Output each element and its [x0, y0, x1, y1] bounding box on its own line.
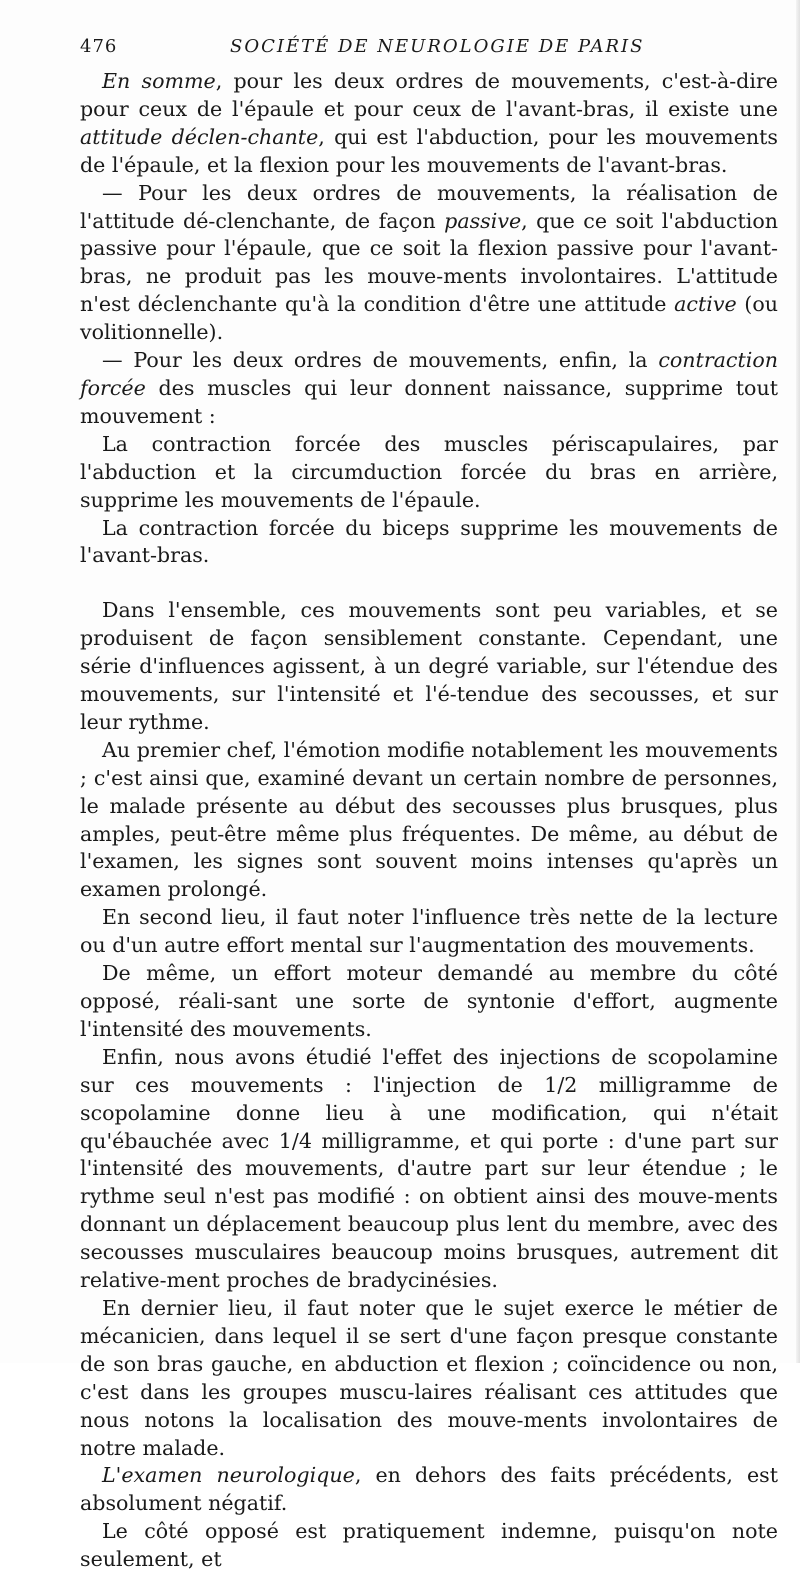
paragraph-p9 [80, 960, 778, 1044]
paragraph-p2 [80, 180, 778, 347]
text-run: En second lieu, il faut noter l'influence très nette de la lecture ou d'un autre effort mental sur l'augmentation des mouvements. [80, 905, 778, 958]
text-run: — Pour les deux ordres de mouvements, la réalisation de l'attitude dé-clenchante, de façon [80, 180, 778, 233]
paragraph-p5 [80, 515, 778, 571]
text-run: Le côté opposé est pratiquement indemne, puisqu'on note seulement, et [80, 1519, 778, 1572]
text-run: La contraction forcée des muscles périscapulaires, par l'abduction et la circumduction forcée du bras en arrière, supprime les mouvements de l'épaule. [80, 431, 778, 512]
paragraph-p4 [80, 431, 778, 515]
body-text [80, 68, 778, 1574]
italic-phrase: passive [444, 208, 522, 233]
text-run: — Pour les deux ordres de mouvements, enfin, la [102, 348, 659, 373]
italic-phrase: attitude déclen-chante [80, 124, 319, 149]
paragraph-p6 [80, 597, 778, 737]
text-run: (ou volitionnelle). [80, 292, 779, 345]
text-run: Dans l'ensemble, ces mouvements sont peu variables, et se produisent de façon sensiblement constante. Cependant, une série d'influences agissent, à un degré variable, sur l'étendue des mouvements, sur l'intensité et l'é-tendue des secousses, et sur leur rythme. [80, 598, 778, 734]
text-run: , pour les deux ordres de mouvements, c'est-à-dire pour ceux de l'épaule et pour ceux de l'avant-bras, il existe une [80, 69, 778, 121]
italic-phrase: contraction forcée [80, 348, 778, 400]
paragraph-p3 [80, 347, 778, 431]
italic-phrase: L'examen neurologique [102, 1463, 355, 1488]
page-number: 476 [80, 36, 118, 57]
text-run: En dernier lieu, il faut noter que le sujet exerce le métier de mécanicien, dans lequel il se sert d'une façon presque constante de son bras gauche, en abduction et flexion ; coïncidence ou non, c'est dans les groupes muscu-laires réalisant ces attitudes que nous notons la localisation des mouve-ments involontaires de notre malade. [80, 1295, 778, 1460]
paragraph-p7 [80, 737, 778, 904]
paragraph-p13 [80, 1518, 778, 1574]
text-run: De même, un effort moteur demandé au membre du côté opposé, réali-sant une sorte de syntonie d'effort, augmente l'intensité des mouvements. [80, 961, 778, 1041]
paragraph-p8 [80, 904, 778, 960]
text-run: Enfin, nous avons étudié l'effet des injections de scopolamine sur ces mouvements : l'injection de 1/2 milligramme de scopolamine donne lieu à une modification, qui n'était qu'ébauchée avec 1/4 milligramme, et qui porte : d'une part sur l'intensité des mouvements, d'autre part sur leur étendue ; le rythme seul n'est pas modifié : on obtient ainsi des mouve-ments donnant un déplacement beaucoup plus lent du membre, avec des secousses musculaires beaucoup moins brusques, autrement dit relative-ment proches de bradycinésies. [80, 1044, 778, 1293]
text-run: La contraction forcée du biceps supprime les mouvements de l'avant-bras. [80, 515, 778, 568]
italic-phrase: En somme [102, 69, 216, 93]
running-title: SOCIÉTÉ DE NEUROLOGIE DE PARIS [230, 36, 645, 57]
paragraph-p1 [80, 68, 778, 180]
paragraph-p10 [80, 1044, 778, 1295]
paragraph-p12 [80, 1462, 778, 1518]
text-run: des muscles qui leur donnent naissance, supprime tout mouvement : [80, 375, 778, 428]
text-run: , que ce soit l'abduction passive pour l'épaule, que ce soit la flexion passive pour l'avant-bras, ne produit pas les mouve-ments involontaires. L'attitude n'est déclenchante qu'à la condition d'être une attitude [80, 208, 778, 317]
italic-phrase: active [674, 292, 737, 317]
text-run: , en dehors des faits précédents, est absolument négatif. [80, 1463, 778, 1516]
scan-edge-shadow [796, 0, 800, 1363]
page-header [80, 36, 772, 58]
text-run: Au premier chef, l'émotion modifie notablement les mouvements ; c'est ainsi que, examiné devant un certain nombre de personnes, le malade présente au début des secousses plus brusques, plus amples, peut-être même plus fréquentes. De même, au début de l'examen, les signes sont souvent moins intenses qu'après un examen prolongé. [80, 737, 778, 902]
paragraph-p11 [80, 1295, 778, 1462]
text-run: , qui est l'abduction, pour les mouvements de l'épaule, et la flexion pour les mouvements de l'avant-bras. [80, 124, 778, 177]
